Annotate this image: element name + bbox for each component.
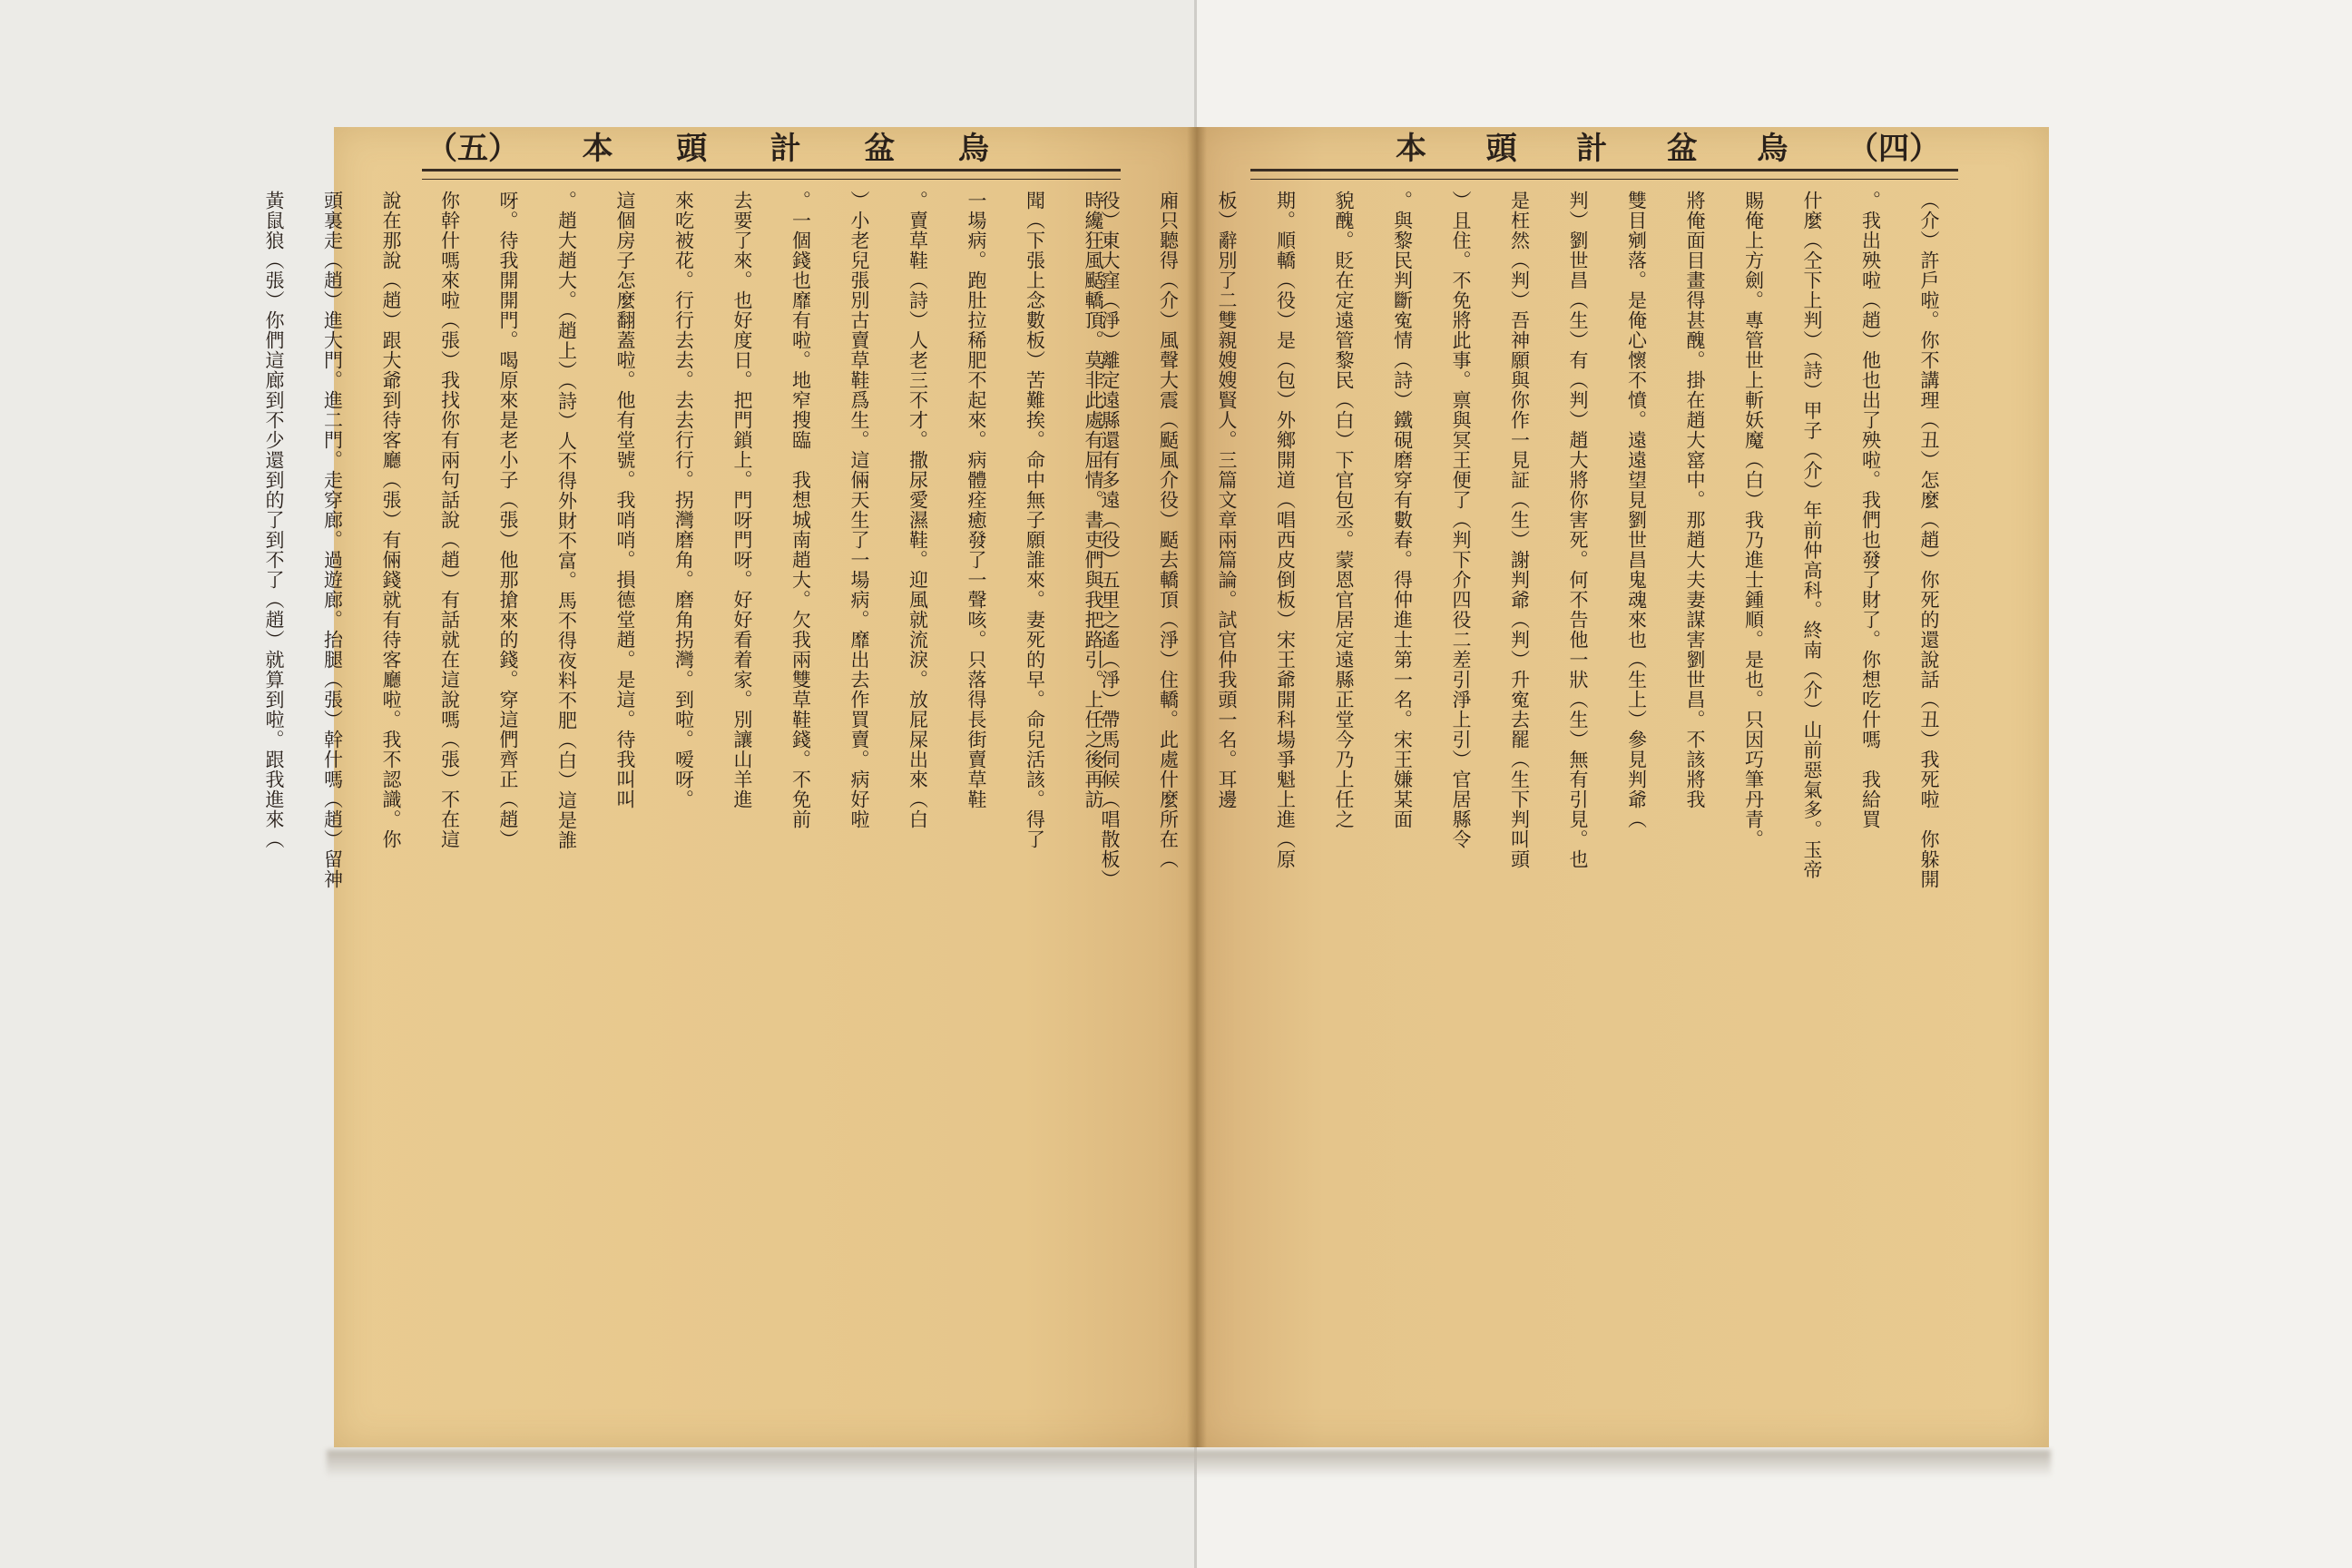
left-column: 。趙大趙大。（趙上）（詩）人不得外財不富。馬不得夜料不肥（白）這是誰 — [555, 191, 578, 850]
right-page-number: （四） — [1847, 130, 1940, 167]
right-column: 什麼（仝下上判）（詩）甲子（介）年前仲高科。終南（介）山前惡氣多。玉帝 — [1801, 191, 1823, 880]
right-column: 雙目剜落。是俺心懷不憤。遠遠望見劉世昌鬼魂來也（生上）參見判爺（ — [1625, 191, 1648, 829]
left-column: 。一個錢也靡有啦。地窄搜臨 我想城南趙大。欠我兩雙草鞋錢。不免前 — [789, 191, 812, 829]
right-column: 賜俺上方劍。專管世上斬妖魔（白）我乃進士鍾順。是也。只因巧筆丹青。 — [1742, 191, 1765, 849]
right-header-char-2: 頭 — [1485, 130, 1517, 167]
right-header-rule — [1250, 169, 1958, 180]
left-page-number: （五） — [426, 130, 519, 167]
right-column: 將俺面目畫得甚醜。掛在趙大窰中。那趙大夫妻謀害劉世昌。不該將我 — [1684, 191, 1706, 809]
right-header-char-3: 計 — [1576, 130, 1608, 167]
left-column: 黃鼠狼（張）你們這廊到不少還到的了到不了（趙）就算到啦。跟我進來（ — [263, 191, 285, 849]
left-column: 頭裏走（趙）進大門。進二門。走穿廊。過遊廊。抬腿（張）幹什嗎（趙）留神 — [321, 191, 344, 889]
left-column: 時纔狂風颳轎頂。莫非此處有屈情。書吏們與我把路引。上任之後再訪 — [1083, 191, 1104, 809]
left-column: 去要了來。也好度日。把門鎖上。門呀門呀。好好看着家。別讓山羊進 — [731, 191, 753, 809]
left-column: 。賣草鞋（詩）人老三不才。撒尿愛濕鞋。迎風就流淚。放屁屎出來（白 — [906, 191, 929, 829]
left-header-char-5: 烏 — [957, 130, 989, 167]
right-column: （介）許戶啦。你不講理（丑）怎麼（趙）你死的還說話（丑）我死啦 你躲開 — [1918, 191, 1940, 889]
left-header-char-2: 頭 — [676, 130, 708, 167]
right-page-text — [1099, 191, 1958, 1293]
left-column: 一場病。跑肚拉稀肥不起來。病體痊癒發了一聲咳。只落得長街賣草鞋 — [965, 191, 987, 809]
right-column: 是枉然（判）吾神願與你作一見証（生）謝判爺（判）升寃去罷（生下判叫頭 — [1508, 191, 1531, 869]
right-column: 廂只聽得（介）風聲大震（颳風介役）颳去轎頂（淨）住轎。此處什麼所在（ — [1157, 191, 1180, 869]
left-page-text — [263, 191, 1122, 1293]
right-header-char-4: 盆 — [1666, 130, 1698, 167]
right-column: 判）劉世昌（生）有（判）趙大將你害死。何不告他一狀（生）無有引見。也 — [1567, 191, 1589, 869]
left-column: 說在那說（趙）跟大爺到待客廳（張）有倆錢就有待客廳啦。我不認識。你 — [380, 191, 402, 849]
left-header-char-1: 本 — [582, 130, 613, 167]
left-column: 呀。待我開開門。喝原來是老小子（張）他那搶來的錢。穿這們齊正（趙） — [497, 191, 519, 849]
right-page-header — [1396, 122, 1940, 168]
right-column: 貌醜。貶在定遠管黎民（白）下官包丞。蒙恩官居定遠縣正堂今乃上任之 — [1333, 191, 1355, 829]
right-column: 役）東大窪（淨）離定遠縣還有多遠（役）五里之遙（淨）帶馬伺候（唱散板） — [1099, 191, 1121, 889]
left-page-header — [426, 122, 989, 168]
book-shadow — [327, 1450, 2051, 1477]
left-column: 聞（下張上念數板）苦難挨。命中無子願誰來。妻死的早。命兒活該。得了 — [1024, 191, 1046, 849]
right-column: 。與黎民判斷寃情（詩）鐵硯磨穿有數春。得仲進士第一名。宋王嫌某面 — [1391, 191, 1414, 829]
right-header-char-1: 本 — [1396, 130, 1426, 167]
left-column: 這個房子怎麼翻蓋啦。他有堂號。我哨哨。損德堂趙。是這。待我叫叫 — [614, 191, 636, 809]
left-header-char-4: 盆 — [864, 130, 896, 167]
right-column: 板）辭別了二雙親嫂嫂賢人。三篇文章兩篇論。試官仲我頭一名。耳邊 — [1216, 191, 1238, 809]
right-column: ）且住。不免將此事。禀與冥王便了（判下介四役二差引淨上引）官居縣令 — [1450, 191, 1472, 849]
left-header-char-3: 計 — [769, 130, 801, 167]
left-column: 你幹什嗎來啦（張）我找你有兩句話說（趙）有話就在這說嗎（張）不在這 — [438, 191, 461, 849]
left-column: ）小老兒張別古賣草鞋爲生。這倆天生了一場病。靡出去作買賣。病好啦 — [848, 191, 870, 829]
right-column: 期。順轎（役）是（包）外鄉開道（唱西皮倒板）宋王爺開科場爭魁上進（原 — [1274, 191, 1297, 869]
left-header-rule — [422, 169, 1121, 180]
right-header-char-5: 烏 — [1757, 130, 1788, 167]
right-column: 。我出殃啦（趙）他也出了殃啦。我們也發了財了。你想吃什嗎 我給買 — [1859, 191, 1882, 829]
left-column: 來吃被花。行行去去。去去行行。拐灣磨角。磨角拐灣。到啦。嗳呀。 — [672, 191, 695, 809]
